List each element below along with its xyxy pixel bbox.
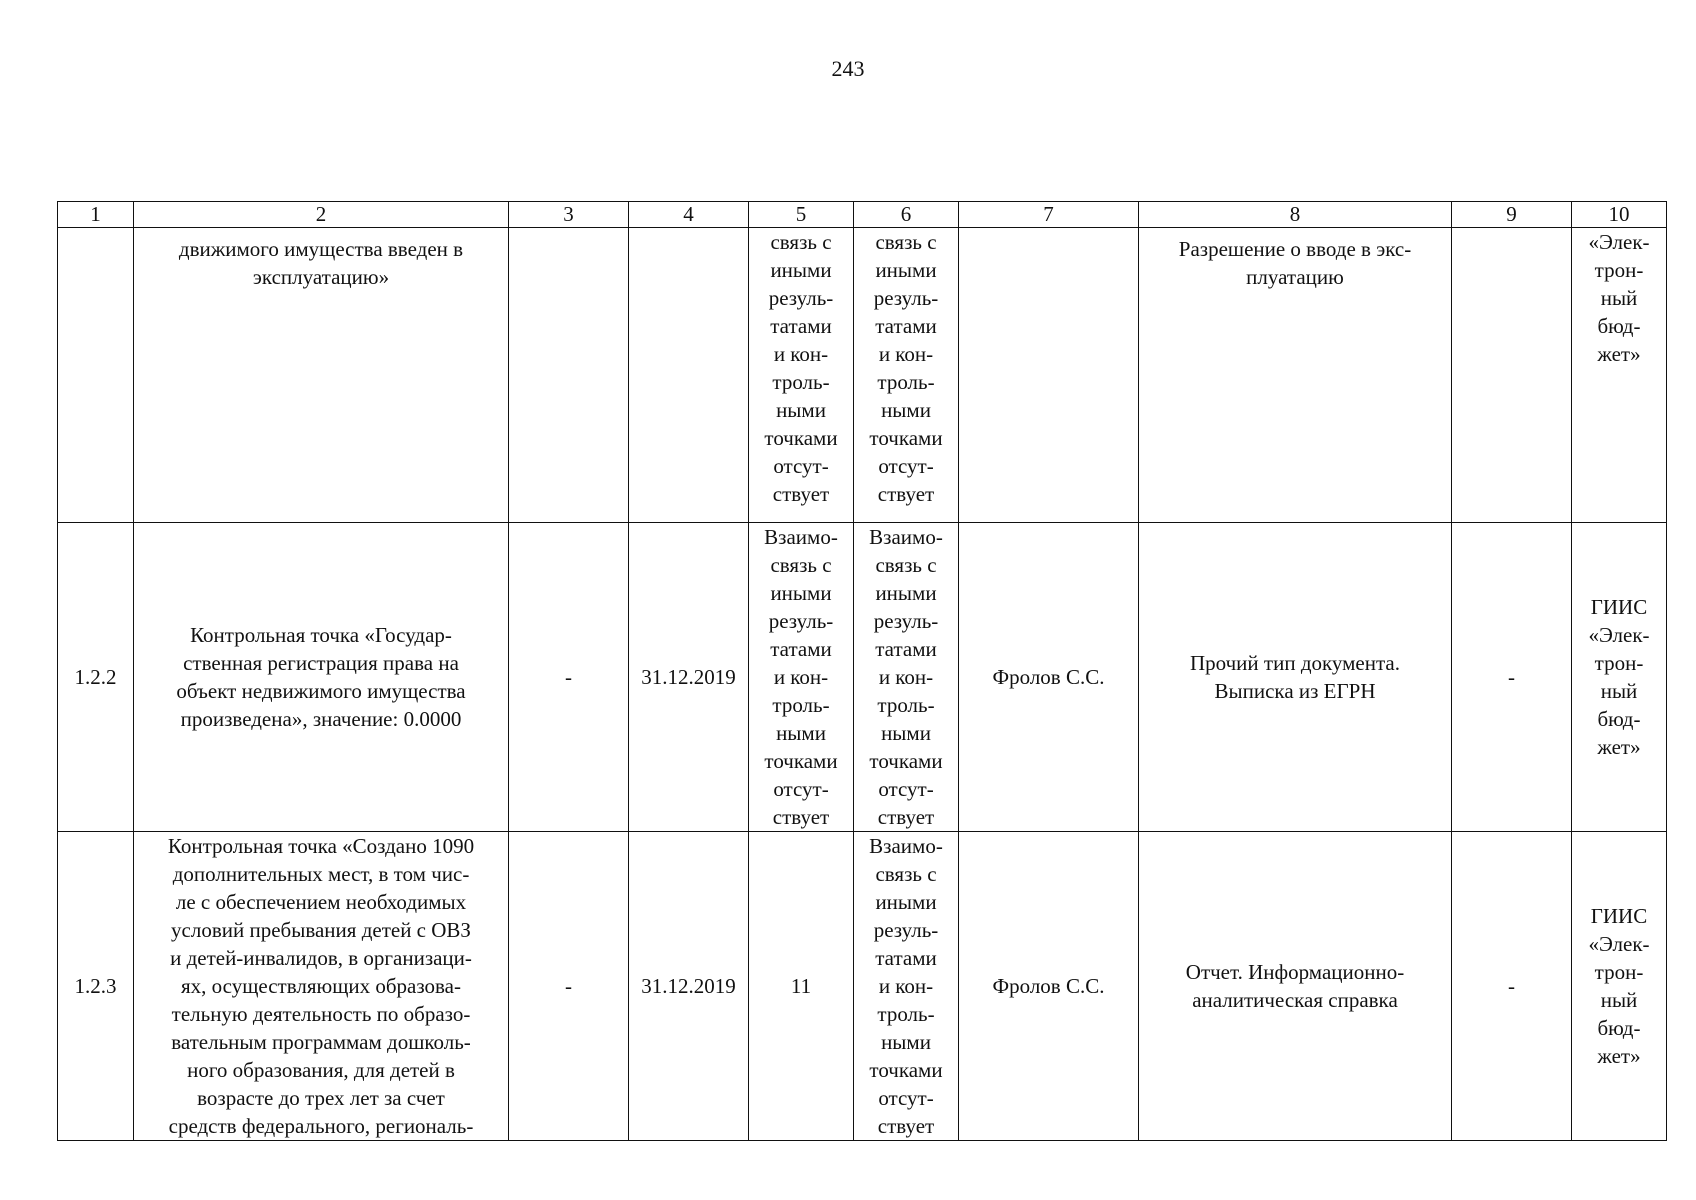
table-cell: - [509,832,629,1141]
table-cell: 1.2.3 [58,832,134,1141]
table-cell: «Элек- трон- ный бюд- жет» [1572,228,1667,523]
column-header: 3 [509,202,629,228]
column-header: 1 [58,202,134,228]
table-header-row [58,202,1667,228]
table-cell [959,228,1139,523]
table-cell: - [1452,832,1572,1141]
table-cell: 11 [749,832,854,1141]
table-row [58,228,1667,523]
column-header: 9 [1452,202,1572,228]
table-cell: Фролов С.С. [959,832,1139,1141]
column-header: 10 [1572,202,1667,228]
table-cell: ГИИС «Элек- трон- ный бюд- жет» [1572,832,1667,1141]
table-cell: связь с иными резуль- татами и кон- троль- ными точками отсут- ствует [749,228,854,523]
table-cell: 31.12.2019 [629,832,749,1141]
table-cell: - [509,523,629,832]
table-cell: Фролов С.С. [959,523,1139,832]
table-cell: 31.12.2019 [629,523,749,832]
table-cell: ГИИС «Элек- трон- ный бюд- жет» [1572,523,1667,832]
table-cell: Взаимо- связь с иными резуль- татами и кон- троль- ными точками отсут- ствует [854,523,959,832]
table-cell [1452,228,1572,523]
table-cell: движимого имущества введен в эксплуатацию» [134,228,509,523]
table-cell: Контрольная точка «Государ- ственная регистрация права на объект недвижимого имущества произведена», значение: 0.0000 [134,523,509,832]
table-cell: Взаимо- связь с иными резуль- татами и кон- троль- ными точками отсут- ствует [749,523,854,832]
table-cell: - [1452,523,1572,832]
column-header: 6 [854,202,959,228]
table-cell: Контрольная точка «Создано 1090 дополнительных мест, в том чис- ле с обеспечением необходимых условий пребывания детей с ОВЗ и детей-инвалидов, в организаци- ях, осуществляющих образова- тельную деятельность по образо- вательным программам дошколь- ного образования, для детей в возрасте до трех лет за счет средств федерального, региональ- [134,832,509,1141]
table-cell: Прочий тип документа. Выписка из ЕГРН [1139,523,1452,832]
column-header: 7 [959,202,1139,228]
page-number: 243 [831,56,865,81]
table-row [58,523,1667,832]
table-cell: Разрешение о вводе в экс- плуатацию [1139,228,1452,523]
column-header: 5 [749,202,854,228]
table-cell: Отчет. Информационно- аналитическая справка [1139,832,1452,1141]
table-cell [509,228,629,523]
table-cell [58,228,134,523]
table-cell: 1.2.2 [58,523,134,832]
table-cell: связь с иными резуль- татами и кон- троль- ными точками отсут- ствует [854,228,959,523]
table-row [58,832,1667,1141]
column-header: 4 [629,202,749,228]
column-header: 2 [134,202,509,228]
document-table [57,201,1667,1141]
column-header: 8 [1139,202,1452,228]
table-cell: Взаимо- связь с иными резуль- татами и кон- троль- ными точками отсут- ствует [854,832,959,1141]
table-cell [629,228,749,523]
